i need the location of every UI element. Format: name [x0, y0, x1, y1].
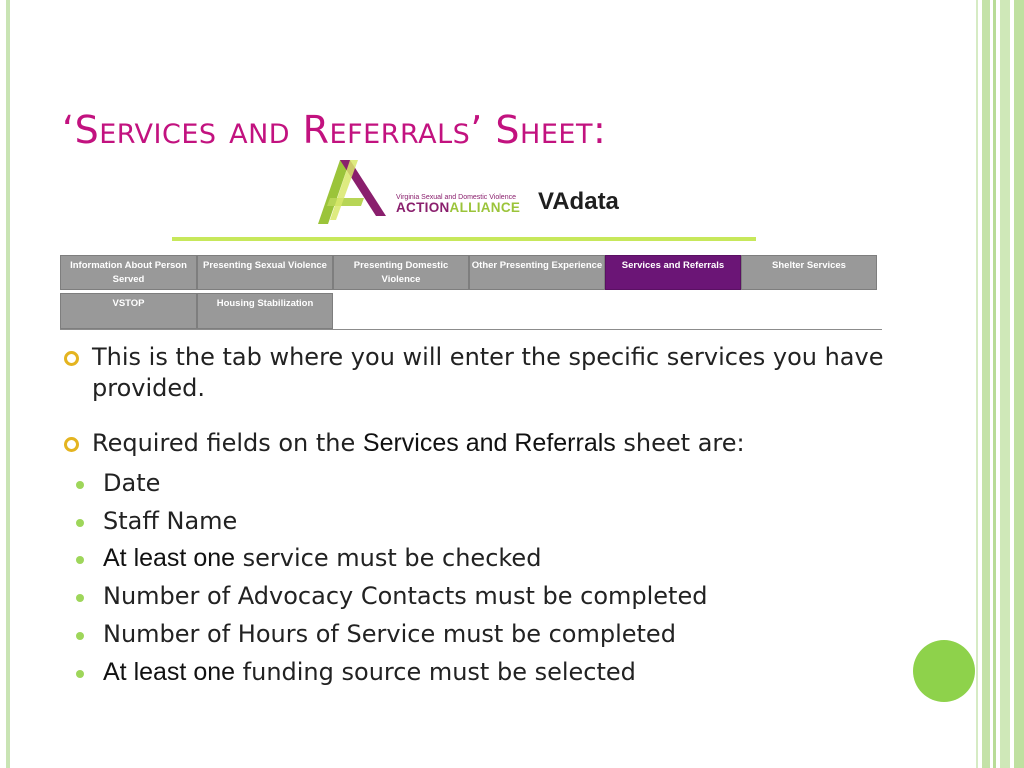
tab-presenting-sexual-violence[interactable]: Presenting Sexual Violence — [197, 255, 333, 290]
bullet-item — [62, 428, 902, 459]
sub-bullet-text: service must be checked — [235, 544, 542, 573]
tab-shelter-services[interactable]: Shelter Services — [741, 255, 877, 290]
dot-bullet-icon — [76, 481, 84, 489]
decorative-green-circle — [913, 640, 975, 702]
sub-bullet-item — [62, 578, 902, 616]
sub-bullet-text: Staff Name — [103, 506, 238, 535]
tab-housing-stabilization[interactable]: Housing Stabilization — [197, 293, 333, 329]
bullet-highlight: Services and Referrals — [362, 429, 616, 457]
sub-bullet-item — [62, 465, 902, 503]
dot-bullet-icon — [76, 556, 84, 564]
logo-divider — [172, 237, 756, 241]
sub-bullet-item — [62, 654, 902, 692]
logo-word-alliance: ALLIANCE — [449, 200, 521, 215]
tab-presenting-domestic-violence[interactable]: Presenting Domestic Violence — [333, 255, 469, 290]
sub-bullet-item — [62, 616, 902, 654]
sub-bullet-item — [62, 540, 902, 578]
sub-bullet-item — [62, 503, 902, 541]
logo-org-line: Virginia Sexual and Domestic Violence — [396, 194, 516, 201]
slide-body — [62, 342, 902, 691]
dot-bullet-icon — [76, 519, 84, 527]
logo-word-action: ACTION — [396, 200, 450, 215]
sub-bullet-text: Number of Advocacy Contacts must be completed — [103, 582, 708, 611]
logo-wordmark — [396, 200, 520, 215]
sub-bullet-highlight: At least one — [103, 657, 236, 686]
slide-title: ‘Services and Referrals’ Sheet: — [62, 108, 607, 152]
logo-mark-icon — [312, 158, 390, 228]
bullet-item — [62, 342, 902, 404]
tab-vstop[interactable]: VSTOP — [60, 293, 197, 329]
bullet-text-post: sheet are: — [615, 429, 745, 457]
sheet-tabs — [60, 255, 882, 331]
tab-information-about-person-served[interactable]: Information About Person Served — [60, 255, 197, 290]
bullet-text-pre: Required fields on the — [92, 429, 363, 457]
left-border-stripe — [6, 0, 10, 768]
sub-bullet-text: funding source must be selected — [235, 657, 636, 686]
dot-bullet-icon — [76, 670, 84, 678]
right-decorative-stripes — [976, 0, 1024, 768]
ring-bullet-icon — [64, 351, 79, 366]
sub-bullet-highlight: At least one — [103, 544, 236, 573]
logo-product-name: VAdata — [538, 188, 619, 215]
dot-bullet-icon — [76, 594, 84, 602]
action-alliance-logo — [312, 158, 622, 230]
ring-bullet-icon — [64, 437, 79, 452]
tab-services-and-referrals[interactable]: Services and Referrals — [605, 255, 741, 290]
sub-bullet-text: Number of Hours of Service must be completed — [103, 619, 676, 648]
sub-bullet-text: Date — [103, 469, 161, 497]
tabs-baseline — [60, 329, 882, 330]
dot-bullet-icon — [76, 632, 84, 640]
required-fields-list — [62, 465, 902, 691]
tab-other-presenting-experience[interactable]: Other Presenting Experience — [469, 255, 605, 290]
bullet-text: This is the tab where you will enter the specific services you have provided. — [92, 343, 884, 402]
